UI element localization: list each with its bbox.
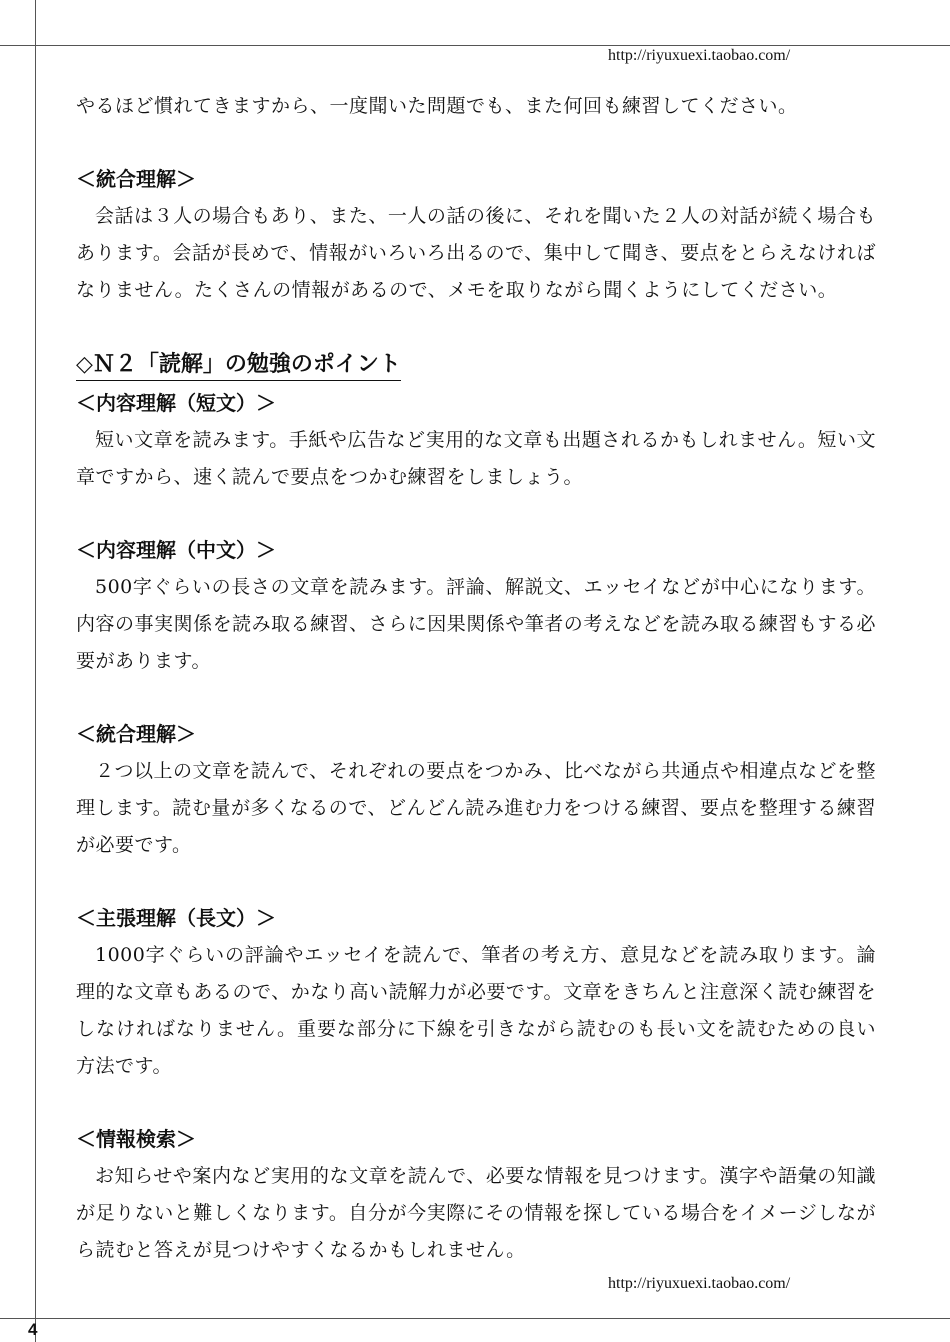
short-text-heading: ＜内容理解（短文）＞ [76, 391, 276, 415]
short-text-paragraph: 短い文章を読みます。手紙や広告など実用的な文章も出題されるかもしれません。短い文章ですから、速く読んで要点をつかむ練習をしましょう。 [76, 429, 876, 488]
integrated-reading-paragraph: ２つ以上の文章を読んで、それぞれの要点をつかみ、比べながら共通点や相違点などを整理します。読む量が多くなるので、どんどん読み進む力をつける練習、要点を整理する練習が必要です。 [76, 760, 876, 856]
left-margin-rule [35, 0, 36, 1342]
bottom-rule [0, 1318, 950, 1319]
intro-paragraph: やるほど慣れてきますから、一度聞いた問題でも、また何回も練習してください。 [76, 95, 798, 117]
footer-url: http://riyuxuexi.taobao.com/ [608, 1275, 791, 1292]
info-search-heading: ＜情報検索＞ [76, 1127, 196, 1151]
reading-section-title: ◇Ｎ２「読解」の勉強のポイント [76, 349, 401, 381]
header-url: http://riyuxuexi.taobao.com/ [608, 47, 791, 64]
info-search-paragraph: お知らせや案内など実用的な文章を読んで、必要な情報を見つけます。漢字や語彙の知識が足りないと難しくなります。自分が今実際にその情報を探している場合をイメージしながら読むと答えが見つけやすくなるかもしれません。 [76, 1165, 876, 1261]
integrated-reading-heading: ＜統合理解＞ [76, 722, 196, 746]
medium-text-heading: ＜内容理解（中文）＞ [76, 538, 276, 562]
listening-integrated-text: 会話は３人の場合もあり、また、一人の話の後に、それを聞いた２人の対話が続く場合もあります。会話が長めで、情報がいろいろ出るので、集中して聞き、要点をとらえなければなりません。たくさんの情報があるので、メモを取りながら聞くようにしてください。 [76, 205, 876, 301]
long-text-paragraph: 1000字ぐらいの評論やエッセイを読んで、筆者の考え方、意見などを読み取ります。論理的な文章もあるので、かなり高い読解力が必要です。文章をきちんと注意深く読む練習をしなければなりません。重要な部分に下線を引きながら読むのも長い文を読むための良い方法です。 [76, 944, 876, 1077]
listening-integrated-heading: ＜統合理解＞ [76, 167, 196, 191]
long-text-heading: ＜主張理解（長文）＞ [76, 906, 276, 930]
top-rule [0, 45, 950, 46]
medium-text-paragraph: 500字ぐらいの長さの文章を読みます。評論、解説文、エッセイなどが中心になります。内容の事実関係を読み取る練習、さらに因果関係や筆者の考えなどを読み取る練習もする必要があります。 [76, 576, 876, 672]
page-content [76, 88, 876, 1269]
page-number: 4 [28, 1320, 38, 1339]
